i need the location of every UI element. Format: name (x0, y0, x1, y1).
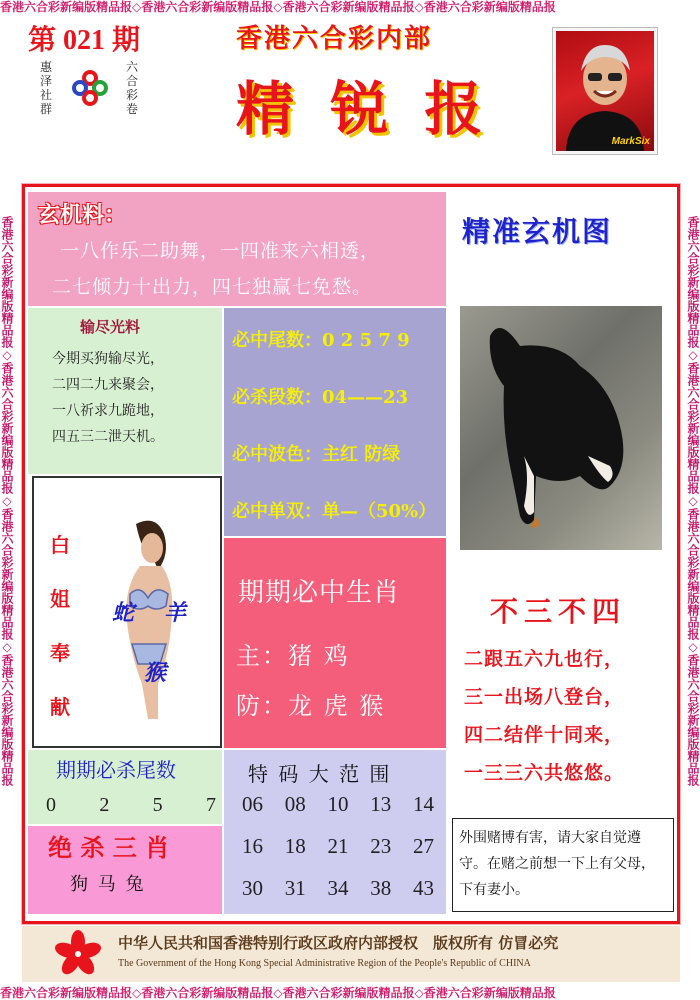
killtail-digit: 7 (205, 794, 216, 816)
portrait-figure-icon (556, 31, 654, 151)
org-left-text: 惠 泽 社 群 (40, 60, 53, 116)
picks-list (232, 312, 436, 540)
bauhinia-emblem-icon (52, 928, 104, 980)
killtail-digits (46, 794, 216, 817)
killtail-digit: 0 (46, 794, 56, 816)
border-top: 香港六合彩新编版精品报◇香港六合彩新编版精品报◇香港六合彩新编版精品报◇香港六合彩新编版精品报 (0, 0, 556, 14)
xuanji-line-1: 一八作乐二助舞，一四准来六相透， (60, 240, 381, 262)
special-heading: 特 码 大 范 围 (248, 762, 392, 786)
issue-number: 第 021 期 (28, 25, 141, 56)
pick-tail-numbers: 必中尾数：0 2 5 7 9 (232, 330, 410, 351)
footer-en: The Government of the Hong Kong Special Administrative Region of the People's Republic of CHINA (118, 958, 531, 969)
shujin-line: 四五三二泄天机。 (52, 429, 164, 445)
killthree-heading: 绝 杀 三 肖 (48, 833, 170, 862)
xuanji-heading: 玄机料： (38, 202, 127, 228)
border-bottom: 香港六合彩新编版精品报◇香港六合彩新编版精品报◇香港六合彩新编版精品报◇香港六合彩新编版精品报 (0, 986, 556, 1000)
shujin-lines (52, 346, 164, 450)
shujin-line: 二四二九来聚会， (52, 377, 164, 393)
org-right-text: 六 合 彩 卷 (126, 60, 139, 116)
xuanji-line-2: 二七倾力十出力，四七独赢七免愁。 (52, 276, 373, 298)
special-row: 16 18 21 23 27 (242, 834, 434, 858)
poem-line: 一三三六共悠悠。 (464, 762, 625, 784)
mark-six-logo-icon (72, 70, 108, 106)
special-grid (242, 792, 434, 918)
poem-title: 不三不四 (490, 595, 627, 628)
footer-cn: 中华人民共和国香港特别行政区政府内部授权 版权所有 仿冒必究 (118, 934, 559, 952)
pick-odd-even: 必中单双：单—（50%） (232, 501, 437, 522)
pick-wave-color: 必中波色：主红 防绿 (232, 444, 401, 465)
pick-kill-range: 必杀段数：04——23 (232, 387, 409, 408)
shengxiao-heading: 期期必中生肖 (238, 578, 401, 608)
puzzle-photo (460, 306, 662, 550)
killtail-heading: 期期必杀尾数 (56, 758, 176, 782)
shujin-line: 一八祈求九跪地， (52, 403, 164, 419)
gift-label: 白 姐 奉 献 (50, 533, 70, 719)
notice-box: 外围赌博有害，请大家自觉遵守。在赌之前想一下上有父母，下有妻小。 (452, 818, 674, 912)
portrait-photo (553, 28, 657, 154)
shengxiao-main: 主：猪 鸡 (236, 642, 350, 670)
right-title: 精准玄机图 (462, 215, 613, 248)
gift-tag-monkey: 猴 (144, 660, 167, 686)
shengxiao-guard: 防：龙 虎 猴 (236, 692, 386, 720)
poem-line: 二跟五六九也行， (464, 648, 625, 670)
killtail-digit: 5 (152, 794, 163, 816)
poem-lines (464, 640, 624, 792)
gift-tag-snake: 蛇 (112, 600, 135, 626)
border-left: 香港六合彩新编版精品报◇香港六合彩新编版精品报◇香港六合彩新编版精品报◇香港六合彩新编版精品报 (0, 216, 14, 786)
border-right: 香港六合彩新编版精品报◇香港六合彩新编版精品报◇香港六合彩新编版精品报◇香港六合彩新编版精品报 (686, 216, 700, 786)
killtail-digit: 2 (99, 794, 110, 816)
poem-line: 三一出场八登台， (464, 686, 625, 708)
poem-line: 四二结伴十同来， (464, 724, 625, 746)
page-title: 精 锐 报 (236, 75, 491, 143)
special-row: 06 08 10 13 14 (242, 792, 434, 816)
marksix-badge: MarkSix (611, 136, 650, 147)
dog-icon (460, 306, 662, 550)
gift-tag-goat: 羊 (164, 600, 187, 626)
subtitle: 香港六合彩内部 (236, 24, 433, 54)
shujin-line: 今期买狗输尽光， (52, 351, 164, 367)
special-row: 30 31 34 38 43 (242, 876, 434, 900)
killthree-values: 狗 马 兔 (70, 874, 146, 895)
shujin-heading: 输尽光料 (80, 318, 141, 336)
